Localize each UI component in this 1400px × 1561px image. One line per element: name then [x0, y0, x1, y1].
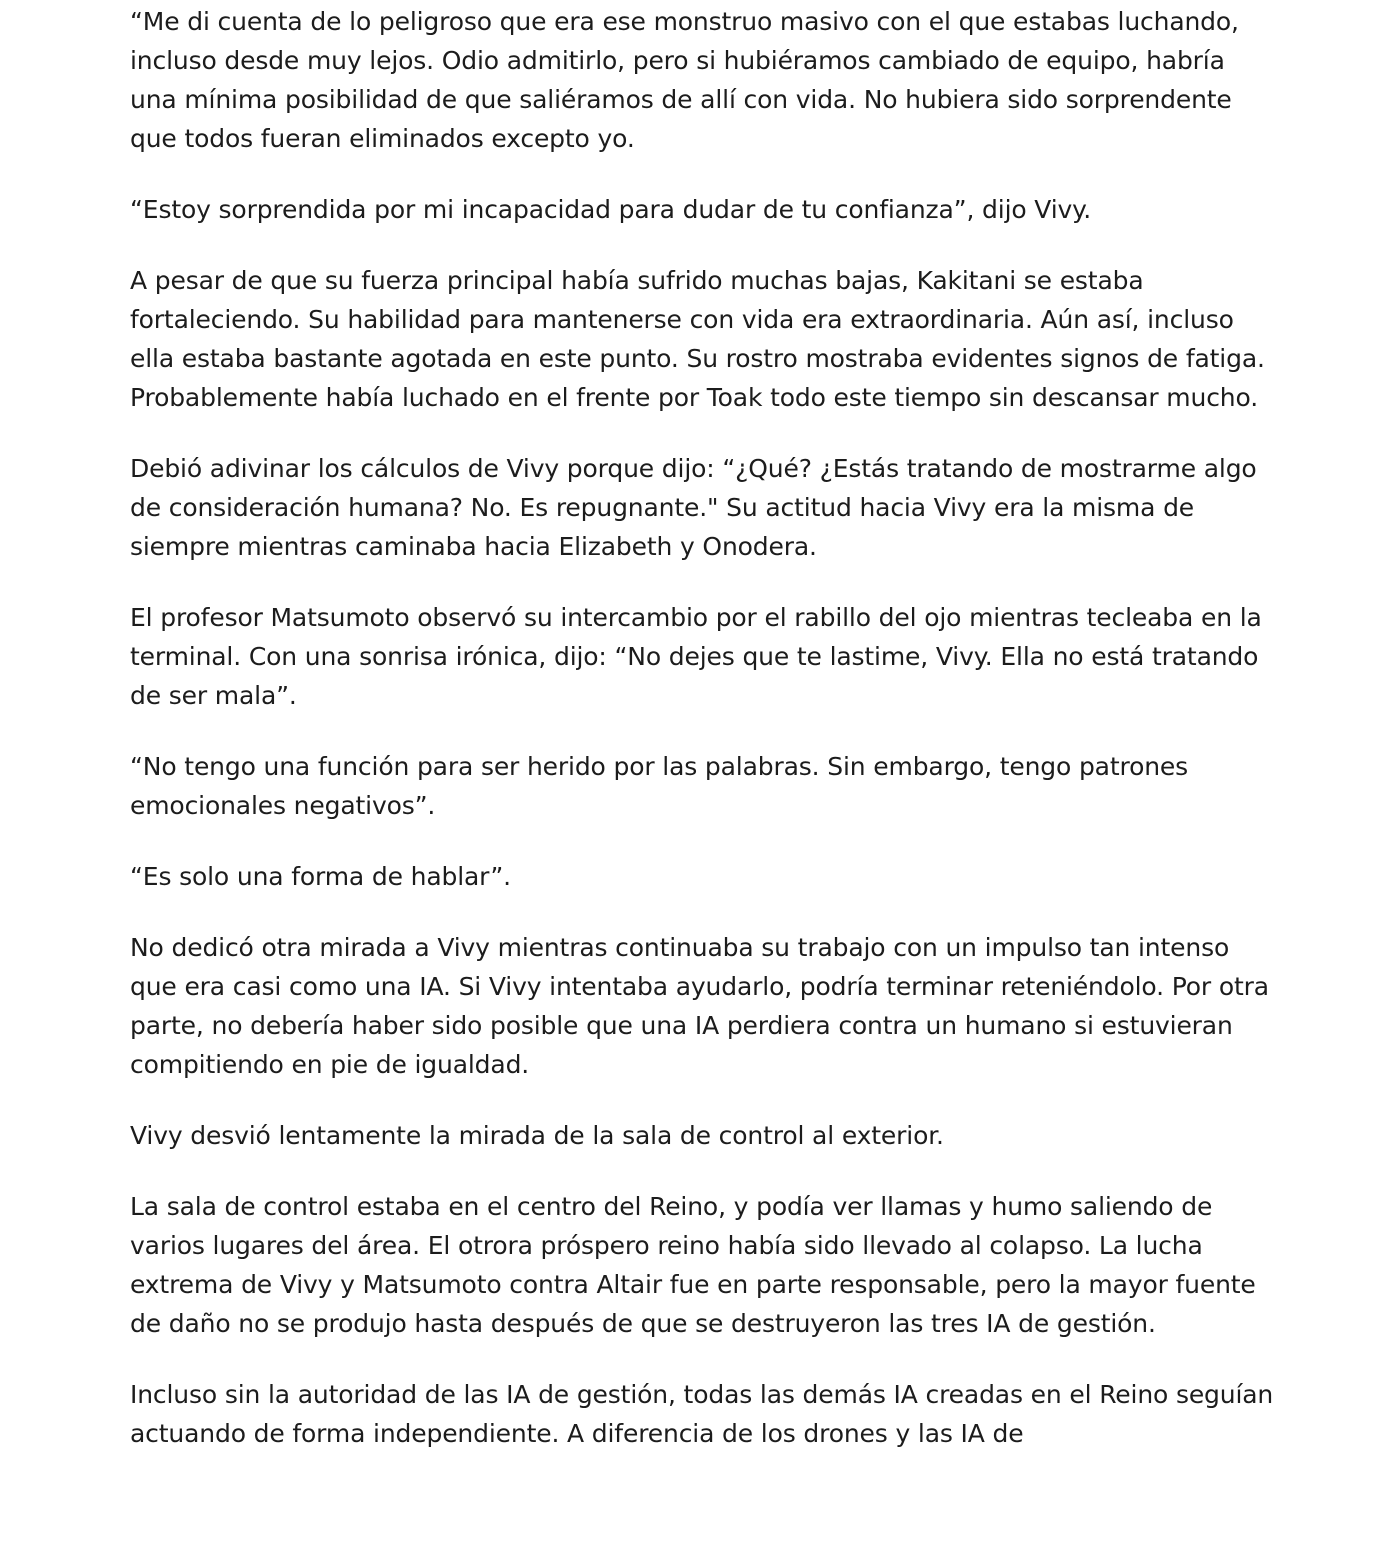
paragraph: “Es solo una forma de hablar”. — [130, 862, 511, 891]
document-page — [130, 2, 1275, 1485]
paragraph: Incluso sin la autoridad de las IA de gestión, todas las demás IA creadas en el Reino seguían actuando de forma independiente. A diferencia de los drones y las IA de — [130, 1380, 1274, 1448]
paragraph: Vivy desvió lentamente la mirada de la sala de control al exterior. — [130, 1121, 944, 1150]
paragraph: “No tengo una función para ser herido por las palabras. Sin embargo, tengo patrones emocionales negativos”. — [130, 752, 1189, 820]
paragraph: Debió adivinar los cálculos de Vivy porque dijo: “¿Qué? ¿Estás tratando de mostrarme algo de consideración humana? No. Es repugnante." Su actitud hacia Vivy era la misma de siempre mientras caminaba hacia Elizabeth y Onodera. — [130, 454, 1257, 561]
paragraph: No dedicó otra mirada a Vivy mientras continuaba su trabajo con un impulso tan intenso que era casi como una IA. Si Vivy intentaba ayudarlo, podría terminar reteniéndolo. Por otra parte, no debería haber sido posible que una IA perdiera contra un humano si estuvieran compitiendo en pie de igualdad. — [130, 933, 1269, 1079]
paragraph: El profesor Matsumoto observó su intercambio por el rabillo del ojo mientras tecleaba en la terminal. Con una sonrisa irónica, dijo: “No dejes que te lastime, Vivy. Ella no está tratando de ser mala”. — [130, 603, 1262, 710]
paragraph: “Me di cuenta de lo peligroso que era ese monstruo masivo con el que estabas luchando, incluso desde muy lejos. Odio admitirlo, pero si hubiéramos cambiado de equipo, habría una mínima posibilidad de que saliéramos de allí con vida. No hubiera sido sorprendente que todos fueran eliminados excepto yo. — [130, 7, 1239, 153]
paragraph: A pesar de que su fuerza principal había sufrido muchas bajas, Kakitani se estaba fortaleciendo. Su habilidad para mantenerse con vida era extraordinaria. Aún así, incluso ella estaba bastante agotada en este punto. Su rostro mostraba evidentes signos de fatiga. Probablemente había luchado en el frente por Toak todo este tiempo sin descansar mucho. — [130, 266, 1265, 412]
paragraph: “Estoy sorprendida por mi incapacidad para dudar de tu confianza”, dijo Vivy. — [130, 195, 1092, 224]
paragraph: La sala de control estaba en el centro del Reino, y podía ver llamas y humo saliendo de varios lugares del área. El otrora próspero reino había sido llevado al colapso. La lucha extrema de Vivy y Matsumoto contra Altair fue en parte responsable, pero la mayor fuente de daño no se produjo hasta después de que se destruyeron las tres IA de gestión. — [130, 1192, 1256, 1338]
